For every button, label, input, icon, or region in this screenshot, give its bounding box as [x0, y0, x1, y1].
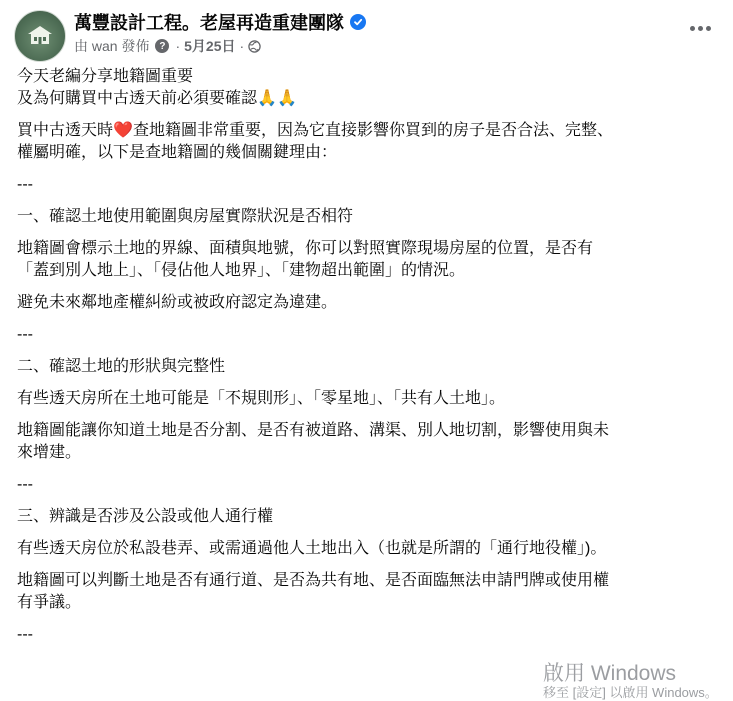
post-header — [14, 8, 719, 60]
page-name-row — [74, 9, 366, 35]
globe-icon — [248, 40, 261, 53]
meta-separator: · — [175, 38, 181, 54]
separator: --- — [17, 476, 33, 493]
section-2-para-2-line-2: 來增建。 — [17, 444, 82, 461]
section-heading-3: 三、辨識是否涉及公設或他人通行權 — [17, 508, 274, 525]
separator: --- — [17, 626, 33, 643]
section-heading-2: 二、確認土地的形狀與完整性 — [17, 358, 226, 375]
section-2-para-2-line-1: 地籍圖能讓你知道土地是否分割、是否有被道路、溝渠、別人地切割，影響使用與未 — [17, 422, 610, 439]
more-options-icon[interactable] — [685, 18, 715, 38]
section-1-para-1-line-1: 地籍圖會標示土地的界線、面積與地號，你可以對照實際現場房屋的位置，是否有 — [17, 240, 594, 257]
intro-line-2: 及為何購買中古透天前必須要確認🙏🙏 — [17, 90, 297, 107]
house-logo-icon — [27, 25, 53, 45]
meta-separator: · — [239, 38, 245, 54]
section-3-para-2-line-2: 有爭議。 — [17, 594, 82, 611]
verified-icon — [350, 14, 366, 30]
windows-activation-hint: 移至 [設定] 以啟用 Windows。 — [543, 685, 718, 700]
heart-icon: ❤️ — [113, 122, 133, 139]
intro-line-1: 今天老編分享地籍圖重要 — [17, 68, 194, 85]
folded-hands-icon: 🙏🙏 — [257, 90, 297, 107]
page-name-link[interactable]: 萬豐設計工程。老屋再造重建團隊 — [74, 13, 344, 33]
help-icon[interactable]: ? — [155, 39, 169, 53]
section-3-para-1: 有些透天房位於私設巷弄、或需通過他人土地出入（也就是所謂的「通行地役權」)。 — [17, 540, 607, 557]
paragraph-2-line-1: 買中古透天時❤️查地籍圖非常重要，因為它直接影響你買到的房子是否合法、完整、 — [17, 122, 613, 139]
avatar[interactable] — [14, 10, 66, 62]
section-heading-1: 一、確認土地使用範圍與房屋實際狀況是否相符 — [17, 208, 354, 225]
section-1-para-2: 避免未來鄰地產權糾紛或被政府認定為違建。 — [17, 294, 338, 311]
post-meta — [74, 36, 261, 56]
windows-activation-watermark: 啟用 Windows — [543, 662, 677, 685]
post-body — [17, 66, 717, 646]
section-1-para-1-line-2: 「蓋到別人地上」、「侵佔他人地界」、「建物超出範圍」的情況。 — [17, 262, 466, 279]
section-3-para-2-line-1: 地籍圖可以判斷土地是否有通行道、是否為共有地、是否面臨無法申請門牌或使用權 — [17, 572, 610, 589]
post-date[interactable]: 5月25日 — [184, 38, 236, 54]
section-2-para-1: 有些透天房所在土地可能是「不規則形」、「零星地」、「共有人土地」。 — [17, 390, 506, 407]
separator: --- — [17, 176, 33, 193]
paragraph-2-line-2: 權屬明確，以下是查地籍圖的幾個關鍵理由： — [17, 144, 338, 161]
posted-by: 由 wan 發佈 — [74, 38, 150, 54]
separator: --- — [17, 326, 33, 343]
